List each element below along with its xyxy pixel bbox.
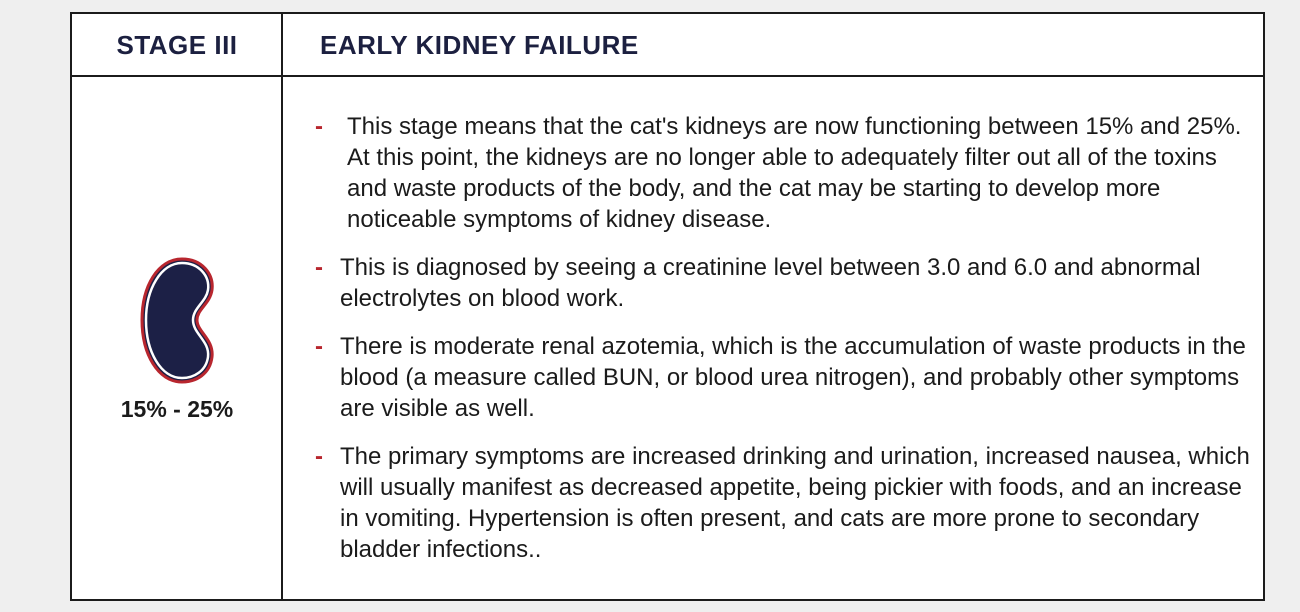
list-item [315, 331, 1263, 424]
bullet-text: This stage means that the cat's kidneys are now functioning between 15% and 25%. At this point, the kidneys are no longer able to adequately filter out all of the toxins and waste products of the body, and the cat may be starting to develop more noticeable symptoms of kidney disease. [347, 113, 1242, 233]
stage-table [70, 12, 1265, 601]
kidney-icon [138, 254, 218, 385]
list-item [315, 111, 1263, 235]
list-item [315, 252, 1263, 314]
stage-heading: EARLY KIDNEY FAILURE [320, 29, 639, 60]
dash-marker: - [315, 254, 323, 281]
percent-range: 15% - 25% [120, 396, 234, 422]
dash-marker: - [315, 113, 323, 140]
column-divider [281, 14, 283, 599]
bullet-text: The primary symptoms are increased drinking and urination, increased nausea, which will usually manifest as decreased appetite, being pickier with foods, and an increase in vomiting. Hypertension is often present, and cats are more prone to secondary bladder infections.. [340, 443, 1250, 563]
dash-marker: - [315, 443, 323, 470]
stage-title: STAGE III [116, 29, 238, 60]
dash-marker: - [315, 333, 323, 360]
bullet-text: There is moderate renal azotemia, which is the accumulation of waste products in the blood (a measure called BUN, or blood urea nitrogen), and probably other symptoms are visible as well. [340, 333, 1246, 422]
kidney-shape [142, 259, 212, 382]
bullet-text: This is diagnosed by seeing a creatinine level between 3.0 and 6.0 and abnormal electrolytes on blood work. [340, 254, 1201, 312]
bullet-list [315, 111, 1263, 582]
list-item [315, 441, 1263, 565]
